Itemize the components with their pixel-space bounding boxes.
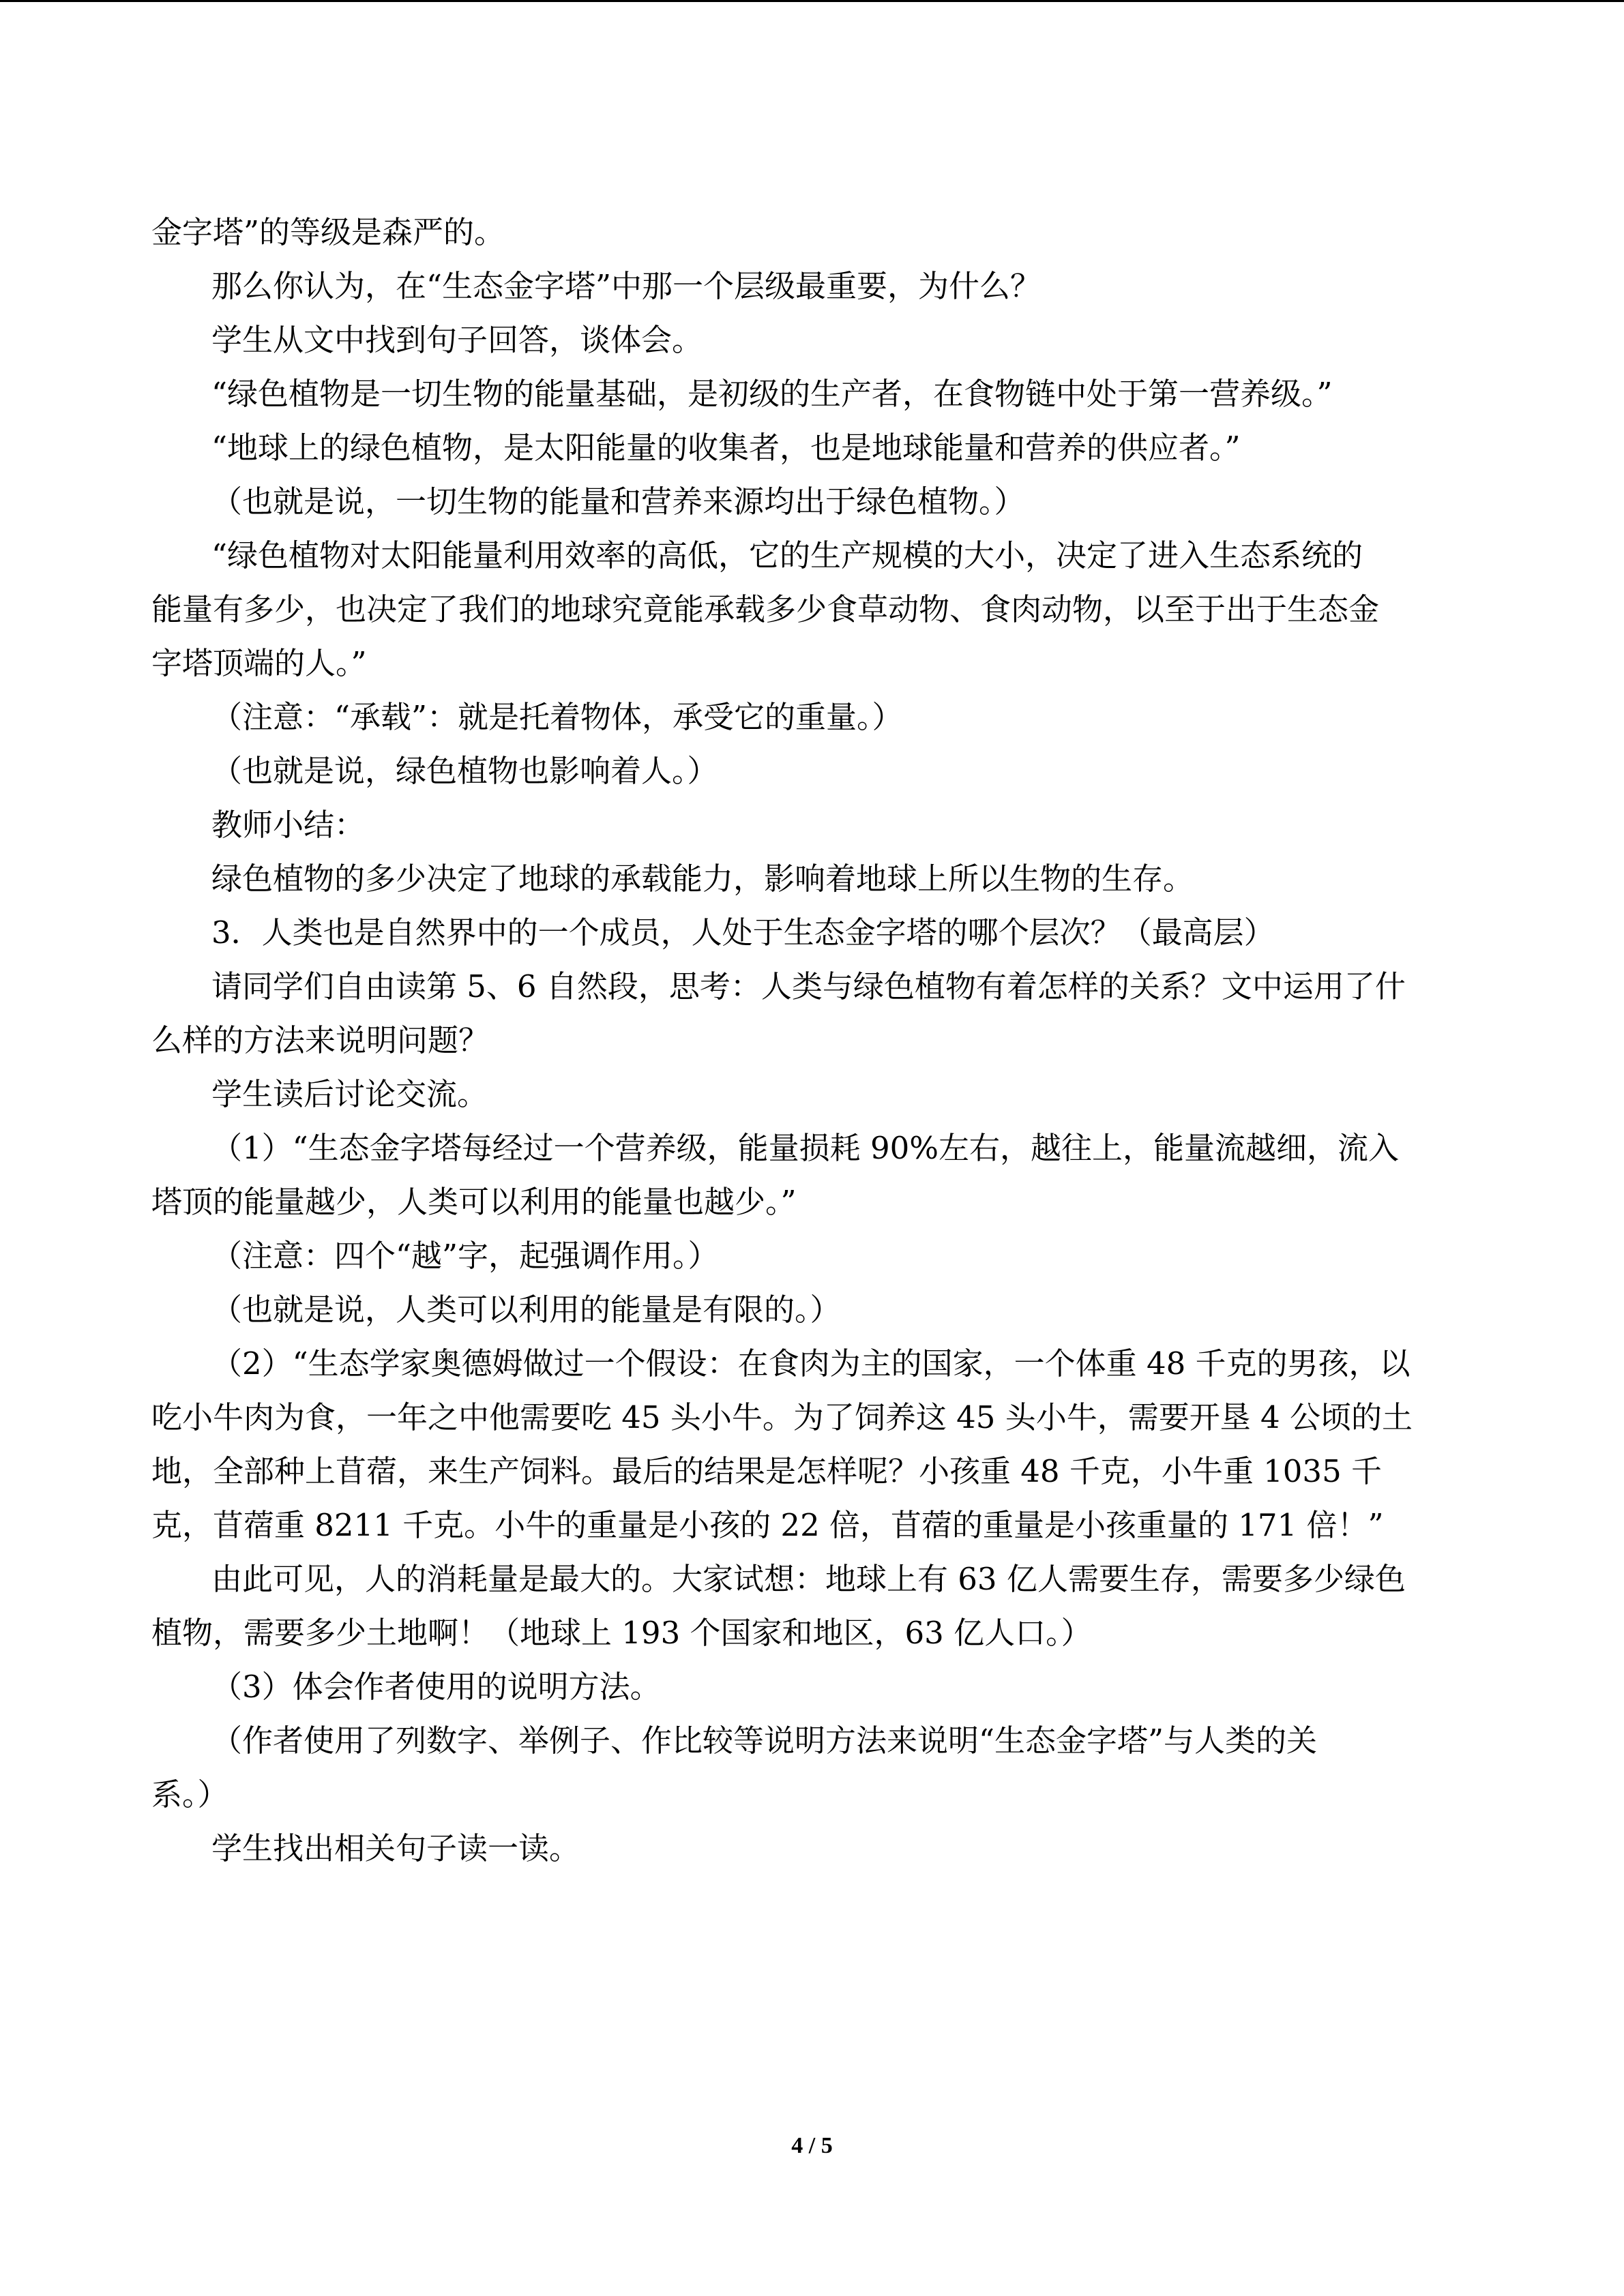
text-line: （也就是说，人类可以利用的能量是有限的。） xyxy=(211,1292,841,1328)
text-line: 学生找出相关句子读一读。 xyxy=(211,1830,580,1866)
text-line: 能量有多少，也决定了我们的地球究竟能承载多少食草动物、食肉动物，以至于出于生态金 xyxy=(151,591,1380,627)
text-line: “绿色植物是一切生物的能量基础，是初级的生产者，在食物链中处于第一营养级。” xyxy=(211,376,1333,412)
text-line: 3．人类也是自然界中的一个成员，人处于生态金字塔的哪个层次？（最高层） xyxy=(211,914,1275,951)
text-line: （注意：四个“越”字，起强调作用。） xyxy=(211,1238,719,1274)
text-line: 学生从文中找到句子回答，谈体会。 xyxy=(211,322,703,358)
text-line: “绿色植物对太阳能量利用效率的高低，它的生产规模的大小，决定了进入生态系统的 xyxy=(211,537,1363,573)
text-line: （也就是说，绿色植物也影响着人。） xyxy=(211,753,718,789)
text-line: （注意：“承载”：就是托着物体，承受它的重量。） xyxy=(211,699,903,735)
text-line: 吃小牛肉为食，一年之中他需要吃 45 头小牛。为了饲养这 45 头小牛，需要开垦 4 公顷的土 xyxy=(151,1399,1413,1435)
text-line: （作者使用了列数字、举例子、作比较等说明方法来说明“生态金字塔”与人类的关 xyxy=(211,1723,1318,1759)
text-line: 绿色植物的多少决定了地球的承载能力，影响着地球上所以生物的生存。 xyxy=(211,861,1194,897)
text-line: 么样的方法来说明问题？ xyxy=(151,1022,490,1058)
text-line: 字塔顶端的人。” xyxy=(151,645,367,681)
text-line: 那么你认为，在“生态金字塔”中那一个层级最重要，为什么？ xyxy=(211,268,1042,304)
page-number: 4 / 5 xyxy=(791,2133,833,2158)
text-line: 请同学们自由读第 5、6 自然段，思考：人类与绿色植物有着怎样的关系？文中运用了什 xyxy=(211,968,1406,1004)
text-line: （2）“生态学家奥德姆做过一个假设：在食肉为主的国家，一个体重 48 千克的男孩，以 xyxy=(211,1345,1411,1382)
document-body xyxy=(151,205,1476,1875)
page-top-border xyxy=(0,0,1624,2)
text-line: （也就是说，一切生物的能量和营养来源均出于绿色植物。） xyxy=(211,483,1025,520)
text-line: 由此可见，人的消耗量是最大的。大家试想：地球上有 63 亿人需要生存，需要多少绿色 xyxy=(211,1561,1406,1597)
text-line: 金字塔”的等级是森严的。 xyxy=(151,214,505,250)
text-line: “地球上的绿色植物，是太阳能量的收集者，也是地球能量和营养的供应者。” xyxy=(211,430,1241,466)
text-line: 系。） xyxy=(151,1776,228,1813)
text-line: 塔顶的能量越少，人类可以利用的能量也越少。” xyxy=(151,1184,797,1220)
text-line: 教师小结： xyxy=(211,807,366,843)
text-line: 植物，需要多少土地啊！（地球上 193 个国家和地区，63 亿人口。） xyxy=(151,1615,1092,1651)
text-line: 学生读后讨论交流。 xyxy=(211,1076,488,1112)
text-line: （1）“生态金字塔每经过一个营养级，能量损耗 90%左右，越往上，能量流越细，流入 xyxy=(211,1130,1399,1166)
text-line: （3）体会作者使用的说明方法。 xyxy=(211,1669,661,1705)
text-line: 克，苜蓿重 8211 千克。小牛的重量是小孩的 22 倍，苜蓿的重量是小孩重量的 171 倍！” xyxy=(151,1507,1384,1543)
text-line: 地，全部种上苜蓿，来生产饲料。最后的结果是怎样呢？小孩重 48 千克，小牛重 1035 千 xyxy=(151,1453,1383,1489)
